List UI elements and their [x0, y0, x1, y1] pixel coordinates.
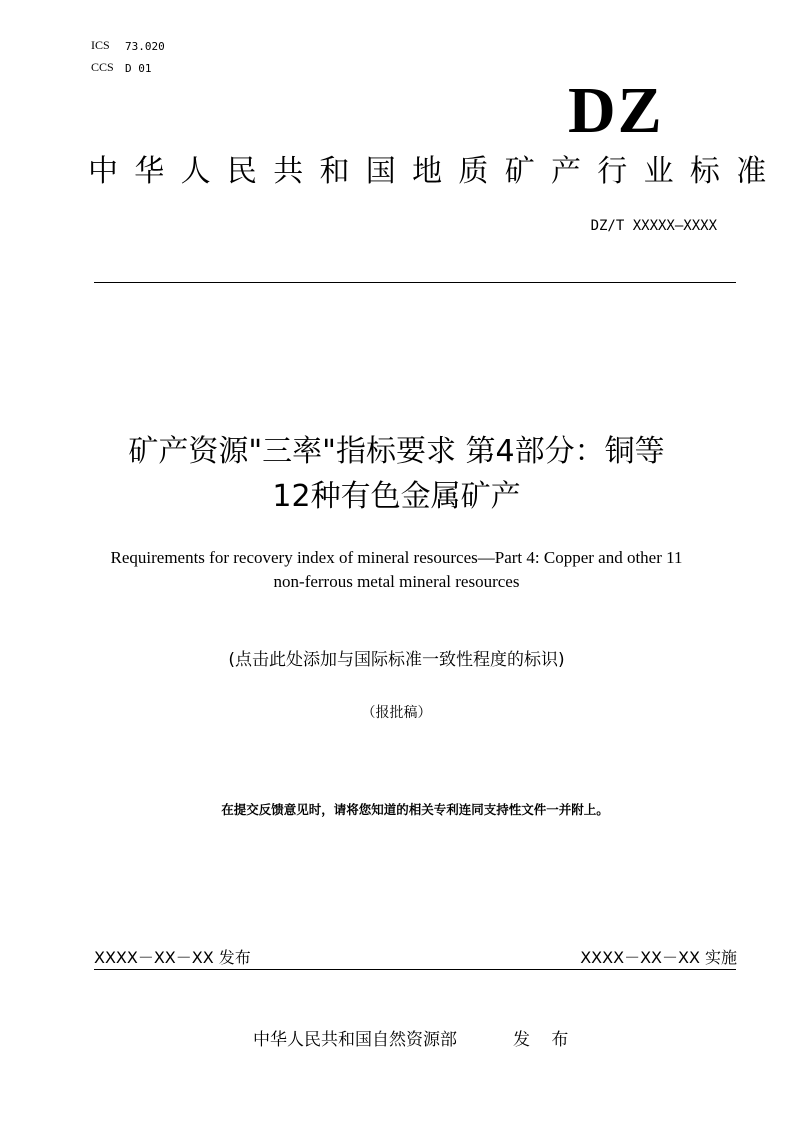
consistency-note[interactable]: (点击此处添加与国际标准一致性程度的标识): [228, 650, 565, 670]
document-title-en: [0, 546, 793, 594]
document-title-cn: [0, 429, 793, 519]
document-title-en-line1: Requirements for recovery index of mineral resources—Part 4: Copper and other 11: [110, 548, 683, 567]
document-title-cn-line2: 12种有色金属矿产: [272, 479, 521, 514]
dz-logo: DZ: [568, 74, 664, 147]
publish-date: XXXX－XX－XX 发布: [94, 948, 251, 967]
ics-label: ICS: [91, 38, 110, 52]
issue-label: 发 布: [513, 1030, 577, 1050]
draft-status: （报批稿）: [361, 705, 432, 721]
ccs-label: CCS: [91, 60, 114, 74]
ics-value: 73.020: [125, 40, 165, 53]
implement-date: XXXX－XX－XX 实施: [580, 948, 737, 967]
document-title-cn-line1: 矿产资源"三率"指标要求 第4部分：铜等: [128, 434, 665, 469]
standard-number: DZ/T XXXXX—XXXX: [590, 218, 717, 234]
standard-category-title: 中华人民共和国地质矿产行业标准: [88, 154, 783, 189]
ccs-value: D 01: [125, 62, 152, 75]
document-title-en-line2: non-ferrous metal mineral resources: [273, 572, 520, 591]
issuing-authority: 中华人民共和国自然资源部: [253, 1030, 457, 1050]
footer-divider: [94, 969, 736, 970]
feedback-note: 在提交反馈意见时，请将您知道的相关专利连同支持性文件一并附上。: [221, 802, 609, 817]
header-divider: [94, 282, 736, 283]
